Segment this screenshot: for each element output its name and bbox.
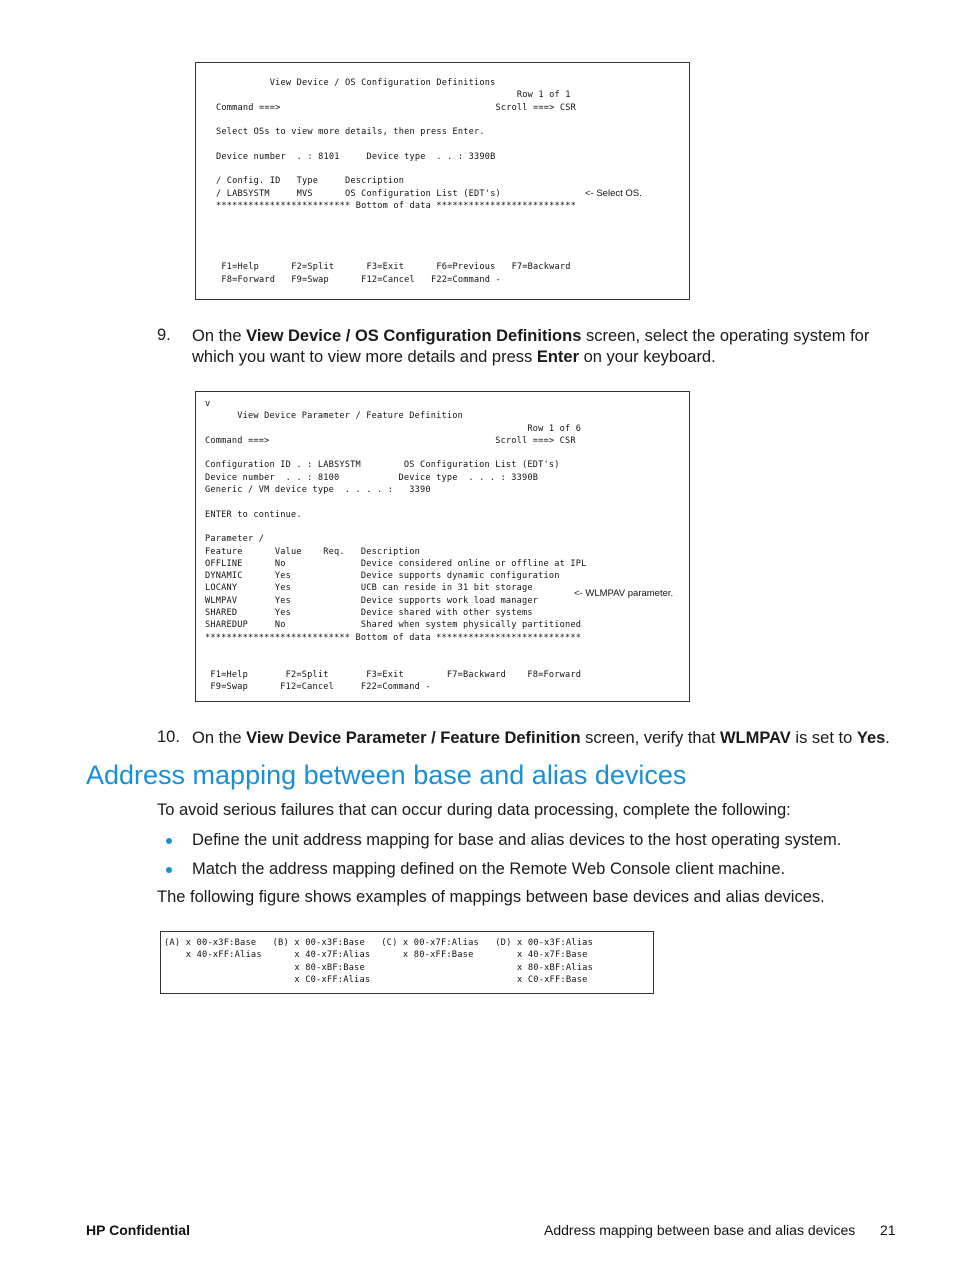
step-9-number: 9.: [157, 326, 171, 344]
wlmpav-callout: <- WLMPAV parameter.: [574, 588, 674, 599]
screen2-text: v View Device Parameter / Feature Definition Row 1 of 6 Command ===> Scroll ===> CSR Configuration ID . : LABSYSTM OS Configuration List (EDT's) Device number . . : 8100 Device type . . . : 3390B Generic / VM device type . . . . : 3390 ENTER to continue. Parameter / Feature Value Req. Description OFFLINE No Device considered online or offline at IPL DYNAMIC Yes Device supports dynamic configuration LOCANY Yes UCB can reside in 31 bit storage WLMPAV Yes Device supports work load manager SHARED Yes Device shared with other systems SHAREDUP No Shared when system physically partitioned *************************** Bottom of data *************************** F1=Help F2=Split F3=Exit F7=Backward F8=Forward F9=Swap F12=Cancel F22=Command -: [205, 399, 587, 692]
screenshot-view-device-os-config: [195, 62, 690, 300]
screenshot-view-device-parameter: [195, 391, 690, 702]
step-10-text: On the View Device Parameter / Feature Definition screen, verify that WLMPAV is set to Yes.: [192, 729, 890, 747]
step-10-number: 10.: [157, 728, 180, 746]
step-9-text: On the View Device / OS Configuration Definitions screen, select the operating system for which you want to view more details and press Enter on your keyboard.: [192, 327, 870, 366]
select-os-callout: <- Select OS.: [585, 188, 642, 199]
footer-section-title: Address mapping between base and alias devices: [544, 1222, 856, 1238]
section-intro: To avoid serious failures that can occur during data processing, complete the following:: [157, 801, 791, 819]
bullet-dot-2: [166, 867, 172, 873]
address-mapping-figure: [160, 931, 654, 994]
bullet-item-1: Define the unit address mapping for base and alias devices to the host operating system.: [192, 831, 842, 849]
figure-intro: The following figure shows examples of mappings between base devices and alias devices.: [157, 888, 825, 906]
screen1-text: View Device / OS Configuration Definitions Row 1 of 1 Command ===> Scroll ===> CSR Select OSs to view more details, then press Enter. Device number . : 8101 Device type . . : 3390B / Config. ID Type Description / LABSYSTM MVS OS Configuration List (EDT's) ************************* Bottom of data ************************** F1=Help F2=Split F3=Exit F6=Previous F7=Backward F8=Forward F9=Swap F12=Cancel F22=Command -: [216, 78, 577, 285]
footer-left: HP Confidential: [86, 1222, 190, 1238]
page-number: 21: [880, 1222, 896, 1238]
figure-text: (A) x 00-x3F:Base (B) x 00-x3F:Base (C) x 00-x7F:Alias (D) x 00-x3F:Alias x 40-xFF:Alias x 40-x7F:Alias x 80-xFF:Base x 40-x7F:Base x 80-xBF:Base x 80-xBF:Alias x C0-xFF:Alias x C0-xFF:Base: [164, 938, 593, 986]
bullet-item-2: Match the address mapping defined on the Remote Web Console client machine.: [192, 860, 786, 878]
section-heading: Address mapping between base and alias devices: [86, 760, 687, 790]
bullet-dot-1: [166, 838, 172, 844]
